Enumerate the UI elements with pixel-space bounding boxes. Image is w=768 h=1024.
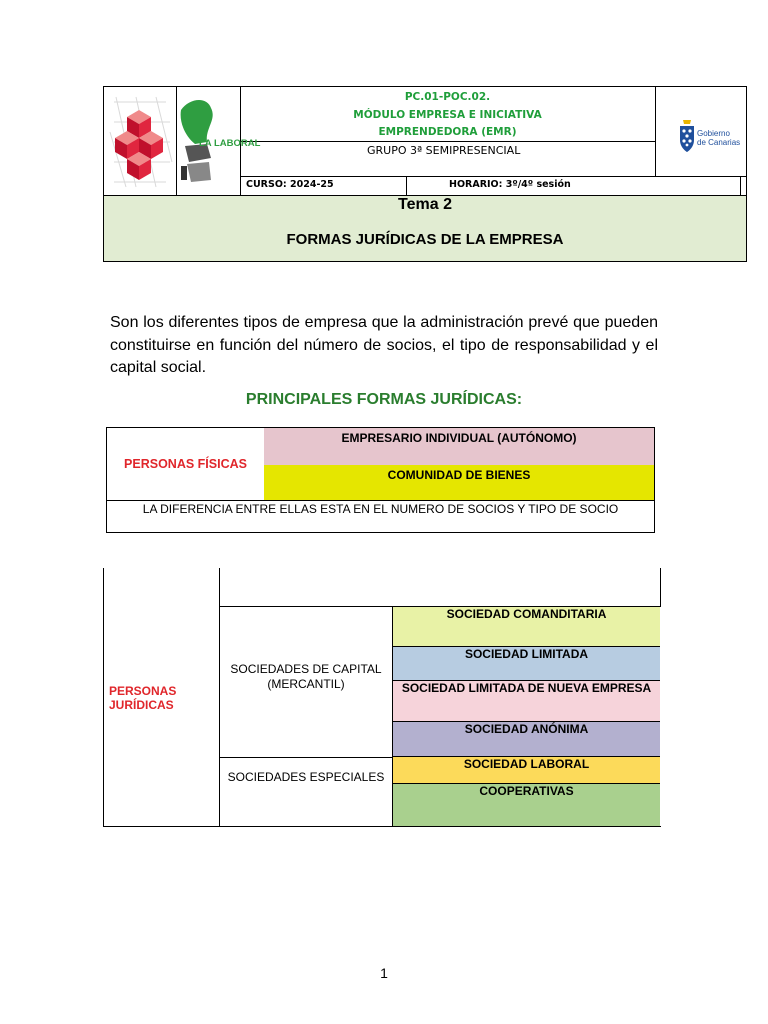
laboral-cell: [393, 757, 660, 784]
module-title: MÓDULO EMPRESA E INICIATIVA: [353, 109, 542, 121]
anonima-label: SOCIEDAD ANÓNIMA: [464, 722, 589, 736]
juridicas-label: PERSONAS JURÍDICAS: [109, 684, 177, 712]
comanditaria-label: SOCIEDAD COMANDITARIA: [446, 607, 607, 621]
nueva-empresa-label: SOCIEDAD LIMITADA DE NUEVA EMPRESA: [401, 681, 652, 695]
fisicas-label: PERSONAS FÍSICAS: [124, 457, 247, 471]
nueva-empresa-cell: [393, 681, 660, 722]
sociedades-capital-label: SOCIEDADES DE CAPITAL (MERCANTIL): [230, 662, 382, 691]
canarias-shield-icon: [678, 118, 696, 156]
school-logo-text: LA LABORAL: [199, 138, 261, 149]
page-number: 1: [380, 965, 388, 981]
section-heading: PRINCIPALES FORMAS JURÍDICAS:: [245, 391, 523, 408]
fisicas-note: LA DIFERENCIA ENTRE ELLAS ESTA EN EL NUMERO DE SOCIOS Y TIPO DE SOCIO: [142, 502, 619, 516]
sociedades-especiales-label: SOCIEDADES ESPECIALES: [227, 770, 385, 784]
header-divider: [655, 86, 656, 176]
autonomo-label: EMPRESARIO INDIVIDUAL (AUTÓNOMO): [341, 431, 577, 445]
table-border: [103, 826, 661, 827]
cooperativas-label: COOPERATIVAS: [479, 784, 574, 798]
header-divider: [740, 176, 741, 195]
anonima-cell: [393, 722, 660, 757]
limitada-cell: [393, 647, 660, 681]
autonomo-cell: [264, 428, 654, 466]
cooperativas-cell: [393, 784, 660, 826]
header-divider: [240, 176, 747, 177]
header-divider: [406, 176, 407, 195]
table-border: [219, 757, 393, 758]
schedule-label: HORARIO: 3º/4º sesión: [449, 179, 571, 190]
header-divider: [240, 141, 655, 142]
intro-paragraph: Son los diferentes tipos de empresa que la administración prevé que pueden constituirse en función del número de socios, el tipo de responsabilidad y el capital social.: [110, 314, 658, 376]
table-personas-fisicas: [106, 427, 655, 533]
table-border: [103, 568, 104, 827]
group-label: GRUPO 3ª SEMIPRESENCIAL: [367, 144, 521, 157]
table-border: [660, 568, 661, 607]
fisicas-label-cell: [107, 428, 265, 500]
comunidad-cell: [264, 465, 654, 500]
limitada-label: SOCIEDAD LIMITADA: [464, 647, 589, 661]
course-label: CURSO: 2024-25: [246, 179, 334, 190]
tema-subtitle: FORMAS JURÍDICAS DE LA EMPRESA: [286, 231, 564, 248]
laboral-label: SOCIEDAD LABORAL: [463, 757, 590, 771]
doc-code: PC.01-POC.02.: [404, 91, 491, 103]
comanditaria-cell: [393, 607, 660, 647]
tema-title: Tema 2: [398, 196, 452, 213]
table-divider: [107, 500, 654, 501]
gov-logo-text: Gobierno de Canarias: [697, 129, 741, 147]
module-title-2: EMPRENDEDORA (EMR): [378, 126, 517, 138]
comunidad-label: COMUNIDAD DE BIENES: [387, 468, 531, 482]
cubes-logo-icon: [106, 92, 176, 192]
